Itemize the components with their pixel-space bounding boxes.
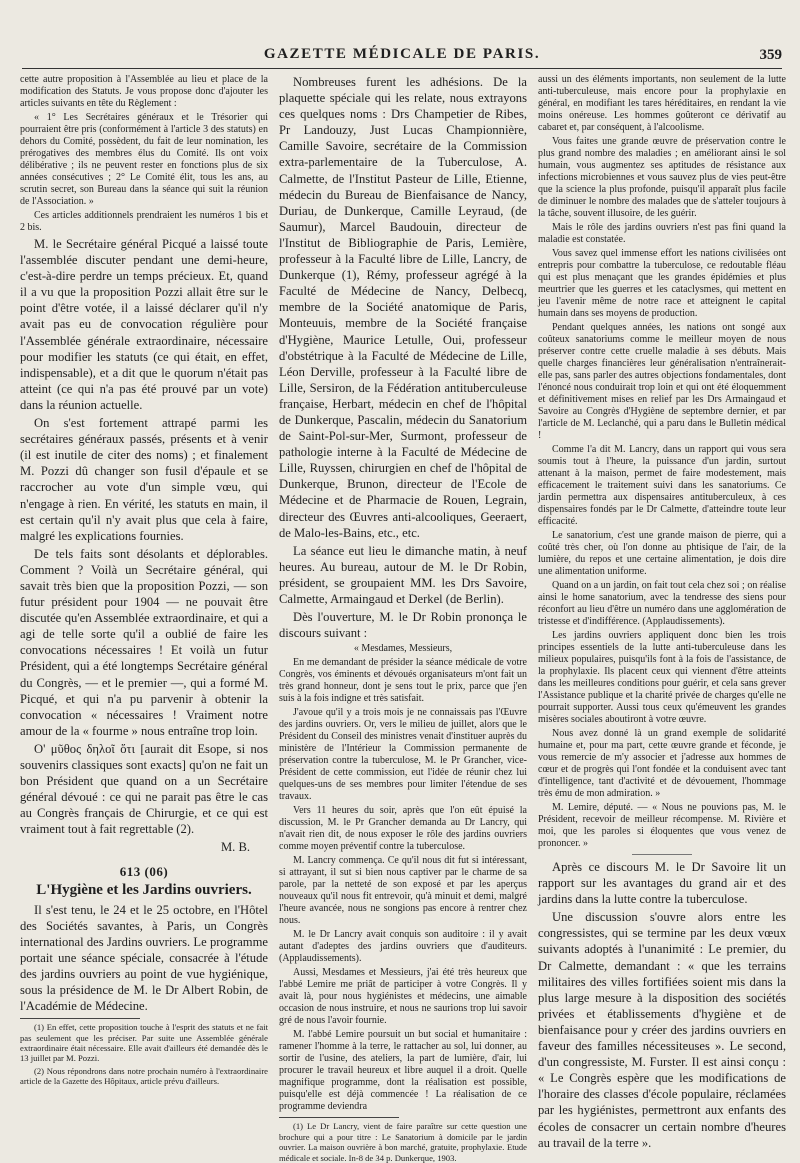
paragraph: Une discussion s'ouvre alors entre les congressistes, qui se termine par les deux vœux suivants adoptés à l'unanimité : Le premier, du Dr Calmette, demandant : « que les terrains militaires des villes fortifiées soient mis dans la plus large mesure à la disposition des sociétés privées et établissements d'hygiène et de bienfaisance pour y créer des jardins ouvriers en faveur des familles nécessiteuses ». Le second, d'un congressiste, M. Furster. Il est ainsi conçu : « Le Congrès espère que les modifications de l'horaire des classes d'école populaire, réclamées par les hygiénistes, permettront aux enfants des écoles de consacrer un certain nombre d'heures au travail de la terre ».	[538, 910, 786, 1150]
page-number: 359	[759, 47, 782, 63]
paragraph: De tels faits sont désolants et déplorables. Comment ? Voilà un Secrétaire général, qui savait très bien que la proposition Pozzi, — son futur président pour 1904 — ne pouvait être discutée qu'en Assemblée extraordinaire, et qui a agi de telle sorte qu'il a oublié de faire les convocations nécessaires ! Et voilà un futur Président, qui a été longtemps Secrétaire général du Congrès, — et le premier —, qui a formé M. Picqué, et qui n'a pu parvenir à obtenir la convocation « nécessaires ! Vraiment notre amour de la « fourme » nous entraîne trop loin.	[20, 546, 268, 738]
footnote: (2) Nous répondrons dans notre prochain numéro à l'extraordinaire article de la Gazette des Hôpitaux, article prévu d'ailleurs.	[20, 1065, 268, 1087]
paragraph: On s'est fortement attrapé parmi les secrétaires généraux passés, présents et à venir (il est inutile de citer des noms) ; et finalement M. Pozzi dû changer son fusil d'épaule et se raccrocher au vote d'un simple vœu, qui n'engage à rien. En vérité, les statuts en main, il est certain qu'il n'y avait plus que cela à faire, malgré les explications fournies.	[20, 416, 268, 543]
footnote: (1) En effet, cette proposition touche à l'esprit des statuts et ne fait pas seulement que les préciser. Par suite une Assemblée générale extraordinaire était nécessaire. Elle avait d'ailleurs été demandée dès le 13 juillet par M. Pozzi.	[20, 1022, 268, 1064]
paragraph: Pendant quelques années, les nations ont songé aux coûteux sanatoriums comme le meilleur moyen de nous préserver contre cette cruelle maladie à ses débuts. Mais quelle charges financières leur généralisation n'entraînerait-elle pas, sans parler des autres objections fondamentales, dont l'énoncé nous conduirait trop loin et qui ont été éloquemment et définitivement mises en relief par les Drs Armaingaud et Savoire au Congrès d'Hygiène de septembre dernier, et par l'article de M. Leclanché, qui a paru dans le Bulletin médical !	[538, 322, 786, 441]
paragraph: Le sanatorium, c'est une grande maison de pierre, qui a coûté très cher, où l'on donne au phtisique de l'air, de la lumière, du repos et une certaine alimentation, je dois dire une alimentation uniforme.	[538, 530, 786, 577]
paragraph: aussi un des éléments importants, non seulement de la lutte anti-tuberculeuse, mais encore pour la prophylaxie en général, en modifiant les tares héréditaires, en rendant la vie moins onéreuse. Les hommes goûteront ce dérivatif au cabaret et, par conséquent, à l'alcoolisme.	[538, 74, 786, 133]
paragraph: cette autre proposition à l'Assemblée au lieu et place de la modification des Statuts. Je vous propose donc d'ajouter les articles suivants en tête du Règlement :	[20, 74, 268, 109]
paragraph: Comme l'a dit M. Lancry, dans un rapport qui vous sera soumis tout à l'heure, la puissance d'un jardin, surtout attenant à la maison, permet de faire modestement, mais efficacement le traitement suivi dans les sanatoriums. Ce jardin permettra aux dispensaires antituberculeux, à ces dispensaires fondés par le Dr Calmette, d'atteindre toute leur efficacité.	[538, 444, 786, 527]
footnote-rule	[279, 1117, 399, 1118]
paragraph: M. le Dr Lancry avait conquis son auditoire : il y avait autant d'adeptes des jardins ouvriers que d'auditeurs. (Applaudissements).	[279, 929, 527, 965]
paragraph: Mais le rôle des jardins ouvriers n'est pas fini quand la maladie est constatée.	[538, 222, 786, 245]
quoted-articles: « 1° Les Secrétaires généraux et le Trésorier qui pourraient être pris (conformément à l'article 3 des statuts) en dehors du Comité, possèdent, du fait de leur nomination, les prérogatives des membres élus du Comité. Ils ont voix délibérative ; ils ne peuvent rester en fonctions plus de six années consécutives ; 2° Le Comité élit, tous les ans, au scrutin secret, son Bureau dans la séance qui suit la réunion de l'Association. »	[20, 112, 268, 207]
paragraph: M. Lemire, député. — « Nous ne pouvions pas, M. le Président, recevoir de meilleur récompense. M. Rivière et moi, que les paroles si éloquentes que vous venez de prononcer. »	[538, 802, 786, 849]
paragraph: J'avoue qu'il y a trois mois je ne connaissais pas l'Œuvre des jardins ouvriers. Or, vers le milieu de juillet, alors que le Président du Conseil des ministres venait d'instituer auprès du ministère de l'Intérieur la Commission permanente de préservation contre la tuberculose, M. le Pr Grancher, vice-Président de cette commission, eut l'idée de réunir chez lui quelques-uns de ses membres pour limiter l'étendue de ses travaux.	[279, 707, 527, 803]
paragraph: Vous savez quel immense effort les nations civilisées ont entrepris pour combattre la tuberculose, ce redoutable fléau qui est plus menaçant que les grandes épidémies et plus meurtrier que les guerres et les cataclysmes, qui mettent en jeu l'avenir même de notre race et atteignent le capital humain dans ses moyens de production.	[538, 248, 786, 319]
paragraph: Ces articles additionnels prendraient les numéros 1 bis et 2 bis.	[20, 210, 268, 233]
section-title: L'Hygiène et les Jardins ouvriers.	[36, 881, 252, 898]
paragraph: M. le Secrétaire général Picqué a laissé toute l'assemblée discuter pendant une demi-heure, c'est-à-dire perdre un temps précieux. Et, quand il a vu que la proposition Pozzi allait être sur le point d'être votée, il a laissé déclarer qu'il n'y avait pas eu de convocation régulière pour l'Assemblée générale extraordinaire, nécessaire pour modifier les statuts (ce qui était, en effet, indispensable), et a dit que le quorum n'était pas atteint (ce qui n'a pas été prouvé par un vote) dans la réunion actuelle.	[20, 237, 268, 412]
paragraph: Dès l'ouverture, M. le Dr Robin prononça le discours suivant :	[279, 610, 527, 641]
paragraph: Nombreuses furent les adhésions. De la plaquette spéciale qui les relate, nous extrayons ces quelques noms : Drs Champetier de Ribes, Pr Landouzy, Just Lucas Championnière, Camille Savoire, secrétaire de la Commission extra-parlementaire de la Tuberculose, A. Calmette, de l'Institut Pasteur de Lille, Etienne, médecin du Bureau de Bienfaisance de Nancy, Duriau, de Dunkerque, Camille Leyraud, (de Saumur), Marcel Baudouin, directeur de l'Institut de Bibliographie de Paris, Lemière, professeur à la Faculté libre de Lille, Lancry, de Dunkerque (1), Rémy, professeur agrégé à la Faculté de Médecine de Nancy, Delbecq, membre de la Société anatomique de Paris, Monteuuis, membre de la Société française d'Hygiène, Maurice Letulle, Oui, professeur d'obstétrique à la Faculté de Médecine de Lille, Léon Derville, professeur à la Faculté libre de Lille, Sersiron, de la Fédération antituberculeuse française, Herbart, médecin en chef de l'hôpital de Dunkerque, Pascalin, médecin du Sanatorium de Saint-Pol-sur-Mer, Surmont, professeur de pathologie interne à la Faculté de Médecine de Lille, Ruyssen, chirurgien en chef de l'hôpital de Dunkerque, Brunon, directeur de l'Ecole de Médecine et de Pharmacie de Rouen, Legrain, directeur des Œuvres anti-alcooliques, Geeraert, de Malo-les-Bains, etc., etc.	[279, 75, 527, 540]
paragraph: Quand on a un jardin, on fait tout cela chez soi ; on réalise ainsi le home sanatorium, avec la tendresse des siens pour réconfort au lieu d'être un numéro dans une agglomération de tristesse et d'indifférence. (Applaudissements).	[538, 580, 786, 627]
paragraph: Vers 11 heures du soir, après que l'on eût épuisé la discussion, M. le Pr Grancher demanda au Dr Lancry, qui n'avait rien dit, de nous exposer le rôle des jardins ouvriers comme moyen préventif contre la tuberculose.	[279, 805, 527, 853]
paragraph: Aussi, Mesdames et Messieurs, j'ai été très heureux que l'abbé Lemire me priât de participer à votre Congrès. Il y avait là, pour nous hygiénistes et médecins, une aimable occasion de nous instruire, et nous ne saurions trop lui savoir gré de nous l'avoir fournie.	[279, 967, 527, 1027]
paragraph: Nous avez donné là un grand exemple de solidarité humaine et, pour ma part, cette œuvre grande et féconde, je vous remercie de m'y associer et j'adresse aux hommes de cœur et de progrès qui l'ont fondée et la conduisent avec tant d'intelligence, tant d'activité et de dévouement, l'hommage très ému de mon admiration. »	[538, 728, 786, 799]
footnote-rule	[20, 1018, 140, 1019]
paragraph: Les jardins ouvriers appliquent donc bien les trois principes essentiels de la lutte anti-tuberculeuse dans les milieux populaires, puisqu'ils font à la fois de l'assistance, de la prophylaxie. Ils placent ceux qui viennent d'être atteints dans les meilleures conditions pour guérir, et cela sans grever l'Assistance publique et la charité privée de charges qu'elle ne pourrait supporter. Aussi tous ceux qu'émeuvent les grandes misères sociales aboutiront à votre œuvre.	[538, 630, 786, 725]
footnote: (1) Le Dr Lancry, vient de faire paraître sur cette question une brochure qui a pour titre : Le Sanatorium à domicile par le jardin ouvrier. La maison ouvrière à bon marché, gratuite, prophylaxie. Etude médicale et sociale. In-8 de 34 p. Dunkerque, 1903.	[279, 1121, 527, 1163]
running-header	[22, 46, 782, 69]
author-signature: M. B.	[220, 840, 250, 855]
paragraph: M. l'abbé Lemire poursuit un but social et humanitaire : ramener l'homme à la terre, le rattacher au sol, lui donner, au sortir de l'usine, des ateliers, la part de lumière, d'air, lui procurer le travail heureux et libre auquel il a droit. Quelle magnifique programme, dont la réalisation est possible, puisqu'elle est déjà commencée ! La réalisation de ce programme deviendra	[279, 1029, 527, 1113]
column-3	[538, 74, 786, 1150]
speech-salutation: « Mesdames, Messieurs,	[353, 643, 453, 655]
column-2	[279, 74, 527, 1163]
paragraph: Il s'est tenu, le 24 et le 25 octobre, en l'Hôtel des Sociétés savantes, à Paris, un Congrès international des Jardins ouvriers. Le programme portait une séance spéciale, consacrée à l'étude des jardins ouvriers au point de vue hygiénique, sous la présidence de M. le Dr Albert Robin, de l'Académie de Médecine.	[20, 902, 268, 1014]
paragraph: En me demandant de présider la séance médicale de votre Congrès, vos éminents et dévoués organisateurs m'ont fait un très grand honneur, dont je sens tout le prix, parce que j'en suis à la fois indigne et très satisfait.	[279, 657, 527, 705]
paragraph: Vous faites une grande œuvre de préservation contre le plus grand nombre des maladies ; en améliorant ainsi le sol humain, vous augmentez ses aptitudes de résistance aux infections microbiennes et vous sauvez plus de vies peut-être que la science la plus profonde, puisqu'il apparaît plus facile de diminuer le nombre des malades que de s'atteler toujours à la tâche, souvent illusoire, de les guérir.	[538, 136, 786, 219]
paragraph: Après ce discours M. le Dr Savoire lit un rapport sur les avantages du grand air et des jardins dans la lutte contre la tuberculose.	[538, 860, 786, 907]
separator-rule	[632, 854, 692, 855]
paragraph: La séance eut lieu le dimanche matin, à neuf heures. Au bureau, autour de M. le Dr Robin, président, se groupaient MM. les Drs Savoire, Calmette, Armaingaud et Derkel (de Berlin).	[279, 543, 527, 606]
paragraph: Ο' μῦθος δηλοῖ ὅτι [aurait dit Esope, si nos souvenirs classiques sont exacts] qu'on ne fait un bon Président que quand on a un Secrétaire général dévoué : ce qui ne parait pas être le cas au Congrès français de Chirurgie, et ce qui est vraiment tout à fait regrettable (2).	[20, 741, 268, 837]
paragraph: M. Lancry commença. Ce qu'il nous dit fut si intéressant, si attrayant, il sut si bien nous captiver par le charme de sa parole, par la netteté de son exposé et par les aperçus nouveaux qu'il nous fit entrevoir, qu'à minuit et demi, malgré l'heure avancée, nous ne songions pas encore à rentrer chez nous.	[279, 855, 527, 927]
column-1	[20, 74, 268, 1087]
section-number: 613 (06)	[119, 863, 169, 879]
journal-title: GAZETTE MÉDICALE DE PARIS.	[263, 46, 541, 62]
